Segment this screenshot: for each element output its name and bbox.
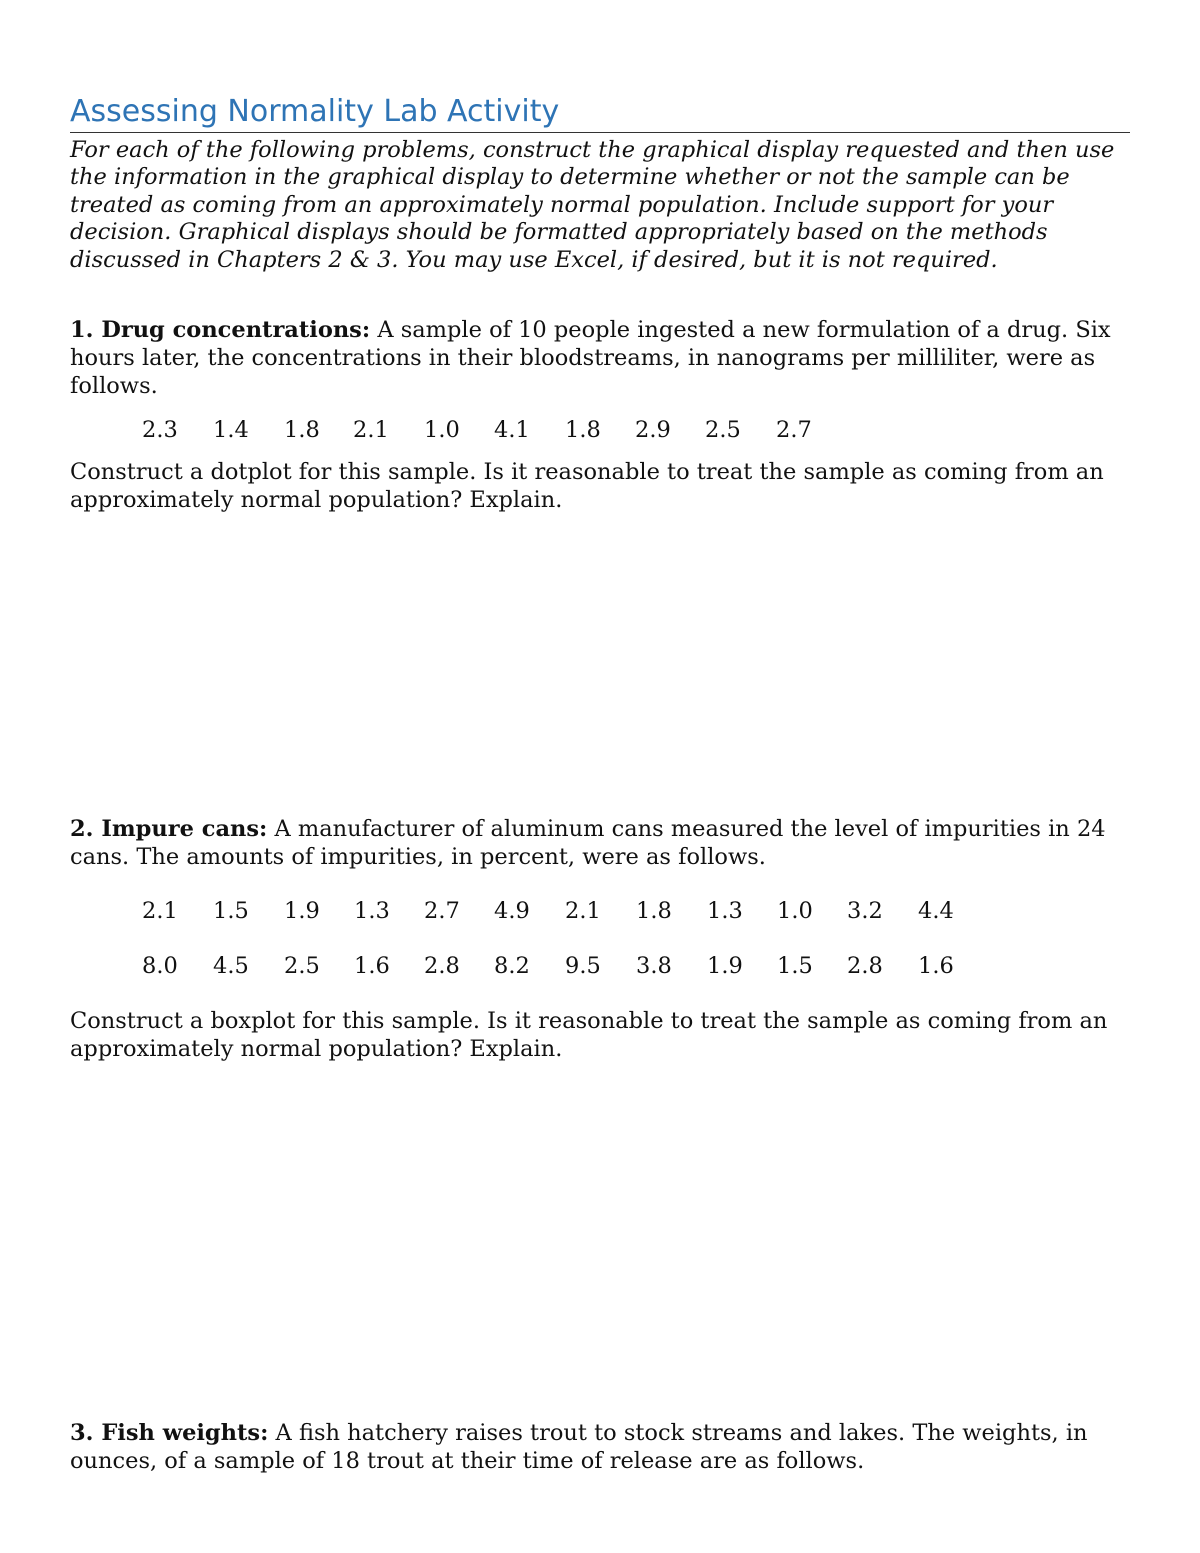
data-value: 8.0 bbox=[142, 953, 178, 979]
problem-1-statement bbox=[70, 316, 1130, 400]
problem-2-question: Construct a boxplot for this sample. Is it reasonable to treat the sample as coming from an approximately normal population? Explain. bbox=[70, 1008, 1108, 1062]
data-value: 1.3 bbox=[707, 898, 743, 924]
data-value: 2.7 bbox=[776, 417, 812, 443]
data-value: 1.0 bbox=[777, 898, 813, 924]
data-value: 3.8 bbox=[636, 953, 672, 979]
problem-1-question: Construct a dotplot for this sample. Is it reasonable to treat the sample as coming from an approximately normal population? Explain. bbox=[70, 459, 1104, 513]
problem-3-heading: 3. Fish weights: bbox=[70, 1420, 269, 1446]
problem-3-statement bbox=[70, 1419, 1130, 1475]
data-value: 2.8 bbox=[424, 953, 460, 979]
data-value: 2.5 bbox=[705, 417, 741, 443]
data-value: 9.5 bbox=[565, 953, 601, 979]
problem-1-heading: 1. Drug concentrations: bbox=[70, 317, 371, 343]
data-value: 4.9 bbox=[494, 898, 530, 924]
data-value: 1.4 bbox=[213, 417, 249, 443]
data-value: 2.9 bbox=[635, 417, 671, 443]
data-value: 1.9 bbox=[707, 953, 743, 979]
problem-2-description: A manufacturer of aluminum cans measured the level of impurities in 24 cans. The amounts of impurities, in percent, were as follows. bbox=[70, 816, 1106, 870]
data-value: 1.6 bbox=[918, 953, 954, 979]
data-value: 2.1 bbox=[142, 898, 178, 924]
document-title: Assessing Normality Lab Activity bbox=[70, 94, 560, 129]
problem-2-statement bbox=[70, 815, 1130, 871]
data-value: 1.5 bbox=[213, 898, 249, 924]
title-underline bbox=[70, 132, 1130, 133]
data-value: 4.4 bbox=[918, 898, 954, 924]
instructions-paragraph: For each of the following problems, construct the graphical display requested and then use the information in the graphical display to determine whether or not the sample can be treated as coming from an approximately normal population. Include support for your decision. Graphical displays should be formatted appropriately based on the methods discussed in Chapters 2 & 3. You may use Excel, if desired, but it is not required. bbox=[70, 137, 1115, 273]
data-value: 1.3 bbox=[354, 898, 390, 924]
data-value: 3.2 bbox=[847, 898, 883, 924]
data-value: 1.0 bbox=[424, 417, 460, 443]
data-value: 1.5 bbox=[777, 953, 813, 979]
problem-1-description: A sample of 10 people ingested a new formulation of a drug. Six hours later, the concentrations in their bloodstreams, in nanograms per milliliter, were as follows. bbox=[70, 317, 1111, 399]
data-value: 8.2 bbox=[494, 953, 530, 979]
data-value: 2.7 bbox=[424, 898, 460, 924]
data-value: 1.6 bbox=[354, 953, 390, 979]
data-value: 4.5 bbox=[213, 953, 249, 979]
data-value: 2.3 bbox=[142, 417, 178, 443]
data-value: 1.8 bbox=[565, 417, 601, 443]
data-value: 1.8 bbox=[284, 417, 320, 443]
data-value: 2.1 bbox=[353, 417, 389, 443]
data-value: 1.9 bbox=[284, 898, 320, 924]
data-value: 2.5 bbox=[284, 953, 320, 979]
data-value: 2.1 bbox=[565, 898, 601, 924]
problem-3-description: A fish hatchery raises trout to stock streams and lakes. The weights, in ounces, of a sample of 18 trout at their time of release are as follows. bbox=[70, 1420, 1088, 1474]
data-value: 2.8 bbox=[847, 953, 883, 979]
data-value: 1.8 bbox=[636, 898, 672, 924]
data-value: 4.1 bbox=[494, 417, 530, 443]
problem-2-heading: 2. Impure cans: bbox=[70, 816, 268, 842]
